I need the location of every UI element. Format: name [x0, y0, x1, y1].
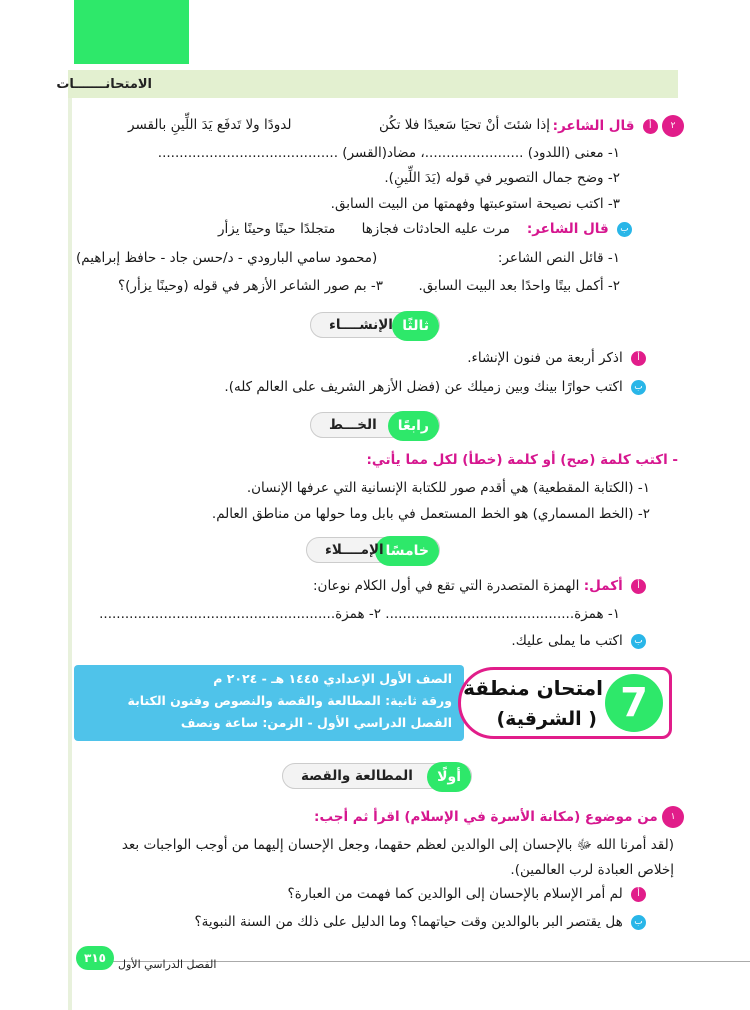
marker-a-icon: أ [631, 351, 646, 366]
poet-label: قال الشاعر: [552, 118, 635, 134]
section3-title: الإنشــــاء [329, 317, 393, 333]
exam-line-1: الصف الأول الإعدادي ١٤٤٥ هـ - ٢٠٢٤ م [213, 671, 452, 686]
poet-label-b: قال الشاعر: [526, 221, 609, 237]
header-bar [68, 70, 678, 98]
question-number-badge: ١ [662, 806, 684, 828]
page-number: ٣١٥ [76, 946, 114, 970]
section1-title: المطالعة والقصة [301, 768, 413, 784]
footer-text: الفصل الدراسي الأول [118, 958, 217, 971]
q2-b3: ٣- بم صور الشاعر الأزهر في قوله (وحينًا يزأر)؟ [118, 278, 384, 294]
exam-line-2: ورقة ثانية: المطالعة والقصة والنصوص وفنون الكتابة [127, 693, 452, 708]
section5-label: خامسًا [375, 536, 439, 566]
section1-qa: أ لم أمر الإسلام بالإحسان إلى الوالدين كما فهمت من العبارة؟ [288, 886, 646, 902]
top-green-tab [74, 0, 189, 64]
exam-number: 7 [605, 674, 663, 732]
section5-header [306, 537, 440, 563]
section1-intro: ١ من موضوع (مكانة الأسرة في الإسلام) اقرأ ثم أجب: [314, 806, 684, 828]
section1-para-1: (لقد أمرنا الله ﷻ بالإحسان إلى الوالدين لعظم حقهما، وجعل الإحسان إليهما من أوجب الواجبات بعد [121, 837, 674, 853]
q2-a1: ١- معنى (اللدود) .......................، مضاد(القسر) .......................................... [157, 145, 620, 161]
section1-qb: ب هل يقتصر البر بالوالدين وقت حياتهما؟ وما الدليل على ذلك من السنة النبوية؟ [195, 914, 646, 930]
exam-info-box [74, 665, 464, 741]
section5-a-blanks: ١- همزة............................................ ٢- همزة....................................................... [99, 606, 620, 622]
exam-title: امتحان منطقة [463, 676, 603, 700]
verse1-left: لدودًا ولا تَدفَع يَدَ اللِّينِ بالقسر [128, 117, 292, 133]
q2-a2: ٢- وضح جمال التصوير في قوله (يَدَ اللِّينِ). [384, 170, 620, 186]
verse2-left: متجلدًا حينًا وحينًا يزأر [218, 221, 336, 237]
exam-banner [74, 665, 678, 741]
section1-header [282, 763, 472, 789]
section3-a: أ اذكر أربعة من فنون الإنشاء. [467, 350, 646, 366]
marker-b-icon: ب [631, 380, 646, 395]
section5-title: الإمــــلاء [325, 542, 384, 558]
side-strip [68, 98, 72, 1010]
marker-a-icon: أ [631, 579, 646, 594]
section4-title: الخـــط [329, 417, 377, 433]
section1-label: أولًا [427, 762, 471, 792]
exam-line-3: الفصل الدراسي الأول - الزمن: ساعة ونصف [180, 715, 452, 730]
q2-b2: ٢- أكمل بيتًا واحدًا بعد البيت السابق. [418, 278, 620, 294]
section4-label: رابعًا [388, 411, 439, 441]
section1-para-2: إخلاص العبادة لرب العالمين). [510, 862, 674, 878]
section4-instruction: - اكتب كلمة (صح) أو كلمة (خطأ) لكل مما يأتي: [366, 452, 678, 468]
section4-s1: ١- (الكتابة المقطعية) هي أقدم صور للكتابة الإنسانية التي عرفها الإنسان. [246, 480, 650, 496]
marker-a-icon: أ [631, 887, 646, 902]
verse1-right: إذا شئتَ أنْ تحيَا سَعيدًا فلا تكُن [379, 117, 550, 133]
q2-b1-options: (محمود سامي البارودي - د/حسن جاد - حافظ إبراهيم) [76, 250, 378, 266]
section4-header [310, 412, 440, 438]
section3-label: ثالثًا [392, 311, 439, 341]
q2-a-heading [553, 115, 684, 137]
marker-b-icon: ب [617, 222, 632, 237]
question-number-badge: ٢ [662, 115, 684, 137]
q2-b-heading [527, 221, 632, 237]
section4-s2: ٢- (الخط المسماري) هو الخط المستعمل في بابل وما حولها من مناطق العالم. [211, 506, 650, 522]
exam-badge [458, 667, 672, 739]
marker-b-icon: ب [631, 634, 646, 649]
section3-header [310, 312, 440, 338]
marker-a-icon: أ [643, 119, 658, 134]
exam-subtitle: ( الشرقية) [496, 708, 597, 730]
q2-a3: ٣- اكتب نصيحة استوعبتها وفهمتها من البيت السابق. [330, 196, 620, 212]
section3-b: ب اكتب حوارًا بينك وبين زميلك عن (فضل الأزهر الشريف على العالم كله). [224, 379, 646, 395]
page-title: الامتحانـــــــات [56, 77, 152, 92]
section5-b: ب اكتب ما يملى عليك. [511, 633, 646, 649]
verse2-right: مرت عليه الحادثات فجازها [361, 221, 510, 237]
marker-b-icon: ب [631, 915, 646, 930]
section5-a: أ أكمل: الهمزة المتصدرة التي تقع في أول الكلام نوعان: [313, 578, 646, 594]
q2-b1: ١- قائل النص الشاعر: [497, 250, 620, 266]
